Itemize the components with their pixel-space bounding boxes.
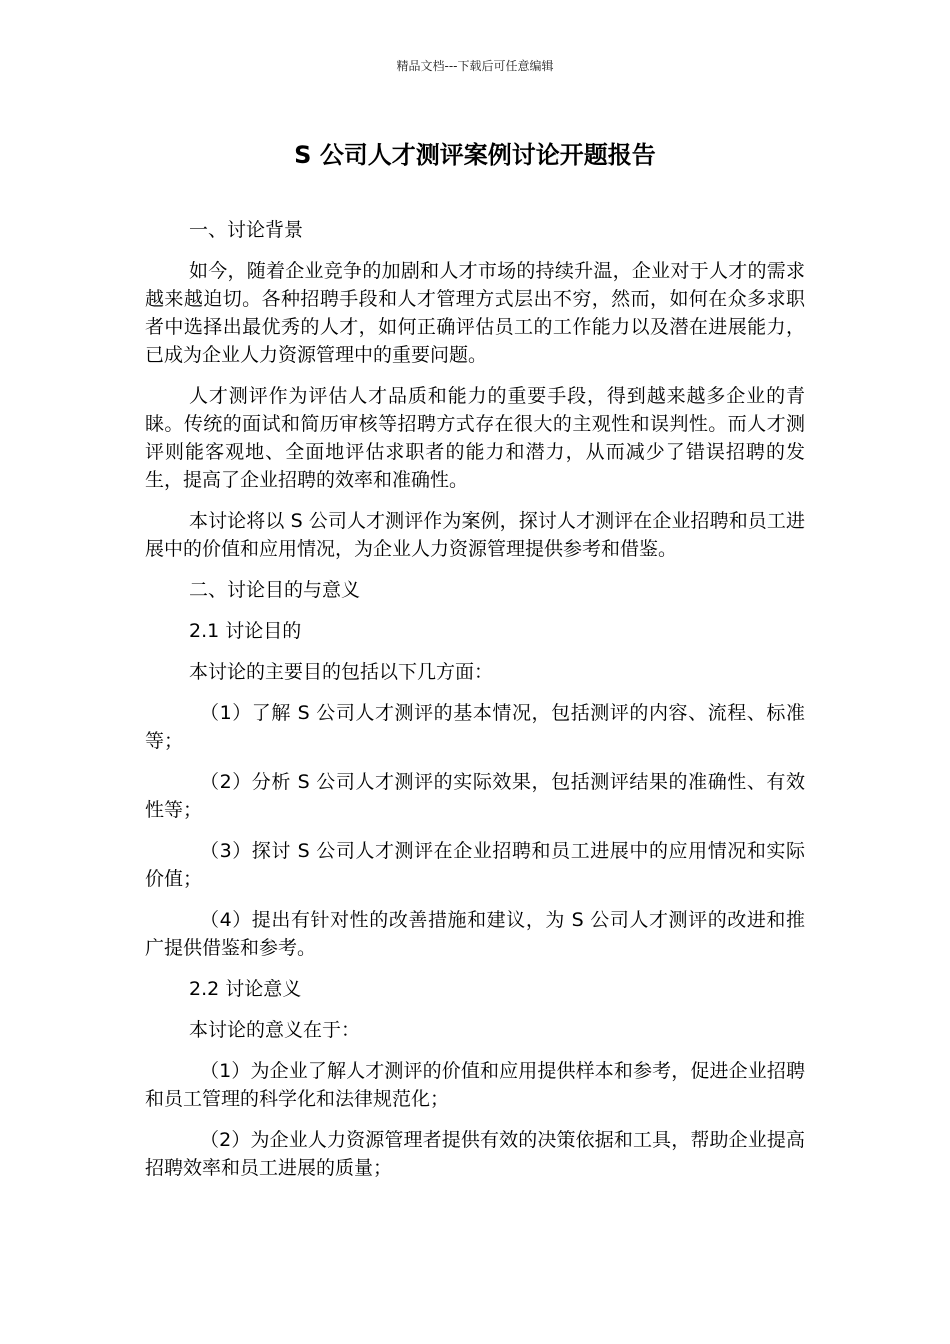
list-item: （1）为企业了解人才测评的价值和应用提供样本和参考，促进企业招聘和员工管理的科学化和法律规范化； [145, 1060, 805, 1110]
list-item: （1）了解 S 公司人才测评的基本情况，包括测评的内容、流程、标准等； [145, 702, 805, 752]
paragraph: 本讨论的意义在于： [189, 1019, 361, 1041]
paragraph: 本讨论的主要目的包括以下几方面： [189, 661, 494, 683]
section-heading-background: 一、讨论背景 [189, 219, 304, 241]
paragraph: 如今，随着企业竞争的加剧和人才市场的持续升温，企业对于人才的需求越来越迫切。各种招聘手段和人才管理方式层出不穷，然而，如何在众多求职者中选择出最优秀的人才，如何正确评估员工的工作能力以及潜在进展能力，已成为企业人力资源管理中的重要问题。 [145, 260, 805, 366]
paragraph: 人才测评作为评估人才品质和能力的重要手段，得到越来越多企业的青睐。传统的面试和简历审核等招聘方式存在很大的主观性和误判性。而人才测评则能客观地、全面地评估求职者的能力和潜力，从而减少了错误招聘的发生，提高了企业招聘的效率和准确性。 [145, 385, 805, 491]
page-header: 精品文档---下载后可任意编辑 [396, 59, 554, 73]
list-item: （2）分析 S 公司人才测评的实际效果，包括测评结果的准确性、有效性等； [145, 771, 805, 821]
document-body [145, 216, 805, 1195]
list-item: （2）为企业人力资源管理者提供有效的决策依据和工具，帮助企业提高招聘效率和员工进展的质量； [145, 1129, 805, 1179]
list-item: （3）探讨 S 公司人才测评在企业招聘和员工进展中的应用情况和实际价值； [145, 840, 805, 890]
paragraph: 本讨论将以 S 公司人才测评作为案例，探讨人才测评在企业招聘和员工进展中的价值和应用情况，为企业人力资源管理提供参考和借鉴。 [145, 510, 805, 560]
document-title: S 公司人才测评案例讨论开题报告 [294, 141, 656, 169]
section-heading-purpose: 二、讨论目的与意义 [189, 579, 361, 601]
subsection-heading-significance: 2.2 讨论意义 [189, 978, 302, 1000]
list-item: （4）提出有针对性的改善措施和建议，为 S 公司人才测评的改进和推广提供借鉴和参考。 [145, 909, 805, 959]
subsection-heading-purpose: 2.1 讨论目的 [189, 620, 302, 642]
